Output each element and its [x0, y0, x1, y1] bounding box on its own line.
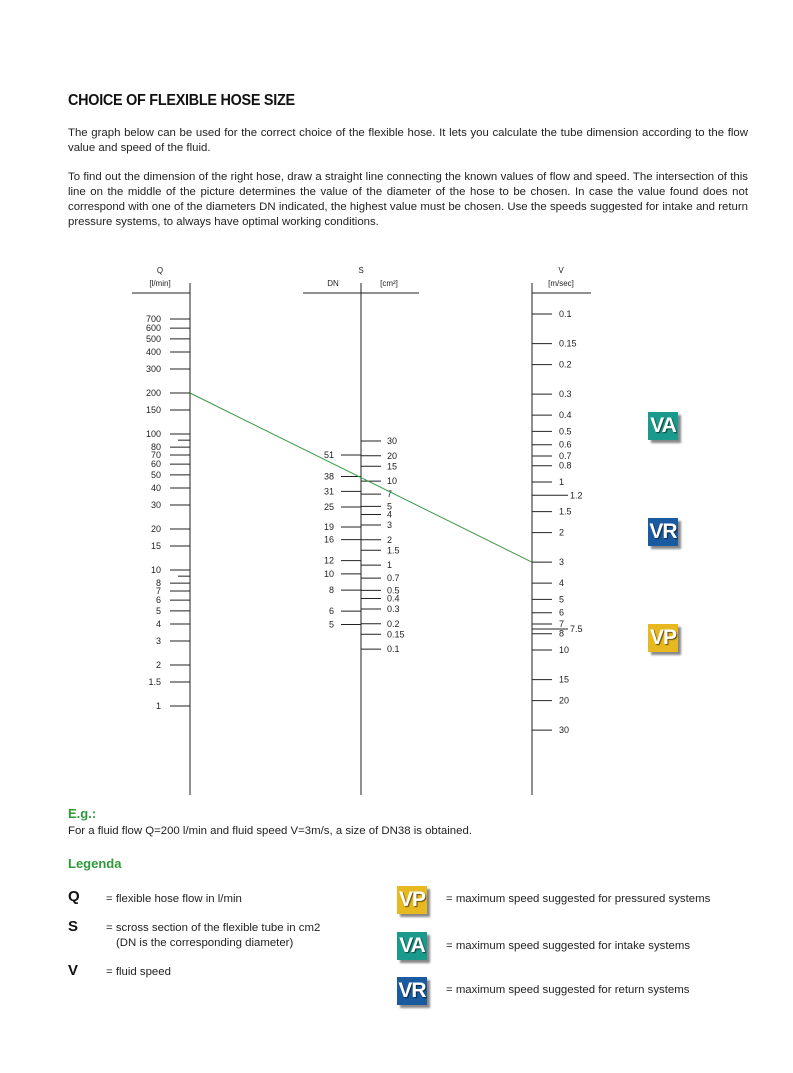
v-tick-label: 0.15 [559, 338, 577, 349]
s-dn-tick-label: 5 [328, 619, 334, 630]
legend-symbol-s: S [68, 918, 79, 935]
v-tick-label: 2 [559, 527, 565, 538]
vp-badge [648, 624, 678, 652]
vr-badge [648, 518, 678, 546]
s-area-tick-label: 0.3 [387, 604, 400, 614]
v-tick-label: 0.3 [559, 389, 572, 400]
v-tick-label: 0.4 [559, 410, 572, 421]
legend-va-badge [397, 932, 427, 960]
s-area-tick-label: 0.4 [387, 593, 400, 604]
q-tick-label: 60 [150, 459, 161, 470]
legend-desc-s-note: (DN is the corresponding diameter) [116, 937, 294, 949]
q-tick-label: 150 [145, 404, 161, 415]
v-tick-label: 30 [559, 725, 570, 736]
q-tick-label: 7 [155, 586, 161, 597]
legend-vr-desc: = maximum speed suggested for return systems [446, 984, 690, 996]
legend-desc-s: = scross section of the flexible tube in cm2 [106, 922, 321, 934]
s-area-tick-label: 0.1 [387, 644, 400, 655]
legend-vr-badge [397, 977, 427, 1005]
legend-title: Legenda [68, 856, 122, 871]
s-area-tick-label: 2 [387, 534, 393, 545]
q-tick-label: 700 [145, 314, 161, 325]
s-area-tick-label: 0.7 [387, 573, 400, 584]
q-tick-label: 40 [150, 483, 161, 494]
legend-desc-v: = fluid speed [106, 966, 171, 978]
q-tick-label: 15 [150, 540, 161, 551]
s-area-tick-label: 1.5 [387, 545, 400, 556]
vp-badge-label: VP [648, 624, 678, 652]
s-area-tick-label: 4 [387, 509, 393, 520]
v-tick-label: 0.8 [559, 460, 572, 471]
s-dn-tick-label: 19 [323, 522, 334, 533]
q-tick-label: 1 [155, 700, 161, 711]
s-area-tick-label: 15 [387, 461, 398, 472]
s-dn-tick-label: 16 [323, 534, 334, 545]
v-tick-label: 3 [559, 557, 565, 568]
s-dn-tick-label: 10 [323, 568, 334, 579]
s-area-tick-label: 0.15 [387, 629, 405, 640]
legend-vp-badge [397, 886, 427, 914]
v-axis-unit: [m/sec] [548, 279, 574, 288]
q-tick-label: 400 [145, 347, 161, 358]
q-tick-label: 600 [145, 323, 161, 334]
s-area-tick-label: 3 [387, 520, 393, 530]
v-tick-label: 15 [559, 674, 570, 685]
v-tick-label: 20 [559, 695, 570, 706]
v-axis-title: V [558, 266, 564, 275]
s-axis-title: S [358, 266, 364, 275]
v-tick-label: 0.7 [559, 450, 572, 461]
s-area-tick-label: 0.5 [387, 585, 400, 596]
q-tick-label: 70 [150, 450, 161, 461]
v-tick-label: 0.6 [559, 439, 572, 450]
v-tick-label: 8 [559, 628, 565, 639]
va-badge [648, 412, 678, 440]
instructions-paragraph: To find out the dimension of the right hose, draw a straight line connecting the known values of flow and speed. The intersection of this line on the middle of the picture determines the value of the diameter of the hose to be chosen. In case the value found does not correspond with one of the diameters DN indicated, the highest value must be chosen. Use the speeds suggested for intake and return pressure systems, to always have optimal working conditions. [68, 171, 748, 228]
q-tick-label: 100 [145, 428, 161, 439]
q-axis-unit: [l/min] [149, 279, 171, 288]
example-text: For a fluid flow Q=200 l/min and fluid speed V=3m/s, a size of DN38 is obtained. [68, 825, 472, 837]
s-dn-tick-label: 12 [323, 555, 334, 566]
s-dn-tick-label: 31 [323, 486, 334, 497]
q-tick-label: 10 [150, 564, 161, 575]
vr-badge-label: VR [648, 518, 678, 546]
s-area-tick-label: 1 [387, 560, 393, 571]
v-tick-label: 6 [559, 607, 565, 618]
s-area-tick-label: 5 [387, 501, 393, 512]
intro-paragraph: The graph below can be used for the correct choice of the flexible hose. It lets you calculate the tube dimension according to the flow value and speed of the fluid. [68, 127, 748, 154]
s-area-tick-label: 10 [387, 476, 398, 487]
q-tick-label: 8 [155, 578, 161, 589]
q-tick-label: 20 [150, 524, 161, 534]
v-tick-label: 7 [559, 618, 565, 629]
s-axis-unit: [cm²] [380, 279, 398, 288]
q-tick-label: 30 [150, 500, 161, 511]
s-area-tick-label: 30 [387, 436, 398, 446]
example-title: E.g.: [68, 806, 97, 821]
s-dn-tick-label: 51 [323, 450, 334, 461]
q-tick-label: 6 [155, 595, 161, 606]
q-tick-label: 4 [155, 619, 161, 630]
v-tick-label: 5 [559, 594, 565, 605]
v-tick-label: 4 [559, 578, 565, 589]
legend-desc-q: = flexible hose flow in l/min [106, 893, 242, 905]
v-tick-label: 0.2 [559, 359, 572, 370]
q-tick-label: 80 [150, 442, 161, 453]
legend-va-badge-label: VA [397, 932, 427, 960]
legend-vp-badge-label: VP [397, 886, 427, 914]
v-tick-label: 1.5 [559, 506, 572, 517]
legend-symbol-v: V [68, 962, 79, 979]
q-tick-label: 2 [155, 660, 161, 670]
v-tick-label: 1.2 [570, 490, 583, 501]
legend-vr-badge-label: VR [397, 977, 427, 1005]
s-dn-tick-label: 6 [328, 606, 334, 617]
v-tick-label: 0.1 [559, 309, 572, 319]
s-area-tick-label: 20 [387, 450, 398, 461]
q-tick-label: 5 [155, 605, 161, 616]
q-tick-label: 1.5 [148, 676, 161, 687]
s-area-tick-label: 7 [387, 489, 393, 500]
page-title: CHOICE OF FLEXIBLE HOSE SIZE [68, 92, 295, 109]
q-tick-label: 50 [150, 469, 161, 480]
v-tick-label: 0.5 [559, 426, 572, 437]
v-tick-label: 1 [559, 477, 565, 487]
s-axis-dn-label: DN [327, 279, 339, 288]
q-axis-title: Q [156, 266, 164, 275]
q-tick-label: 300 [145, 364, 161, 375]
v-tick-label: 7.5 [570, 624, 583, 635]
s-area-tick-label: 0.2 [387, 618, 400, 629]
legend-vp-desc: = maximum speed suggested for pressured systems [446, 893, 711, 905]
q-tick-label: 3 [155, 636, 161, 647]
v-tick-label: 10 [559, 645, 570, 655]
legend-symbol-q: Q [68, 888, 80, 905]
q-tick-label: 200 [145, 388, 161, 398]
s-dn-tick-label: 8 [328, 585, 334, 596]
q-tick-label: 500 [145, 333, 161, 344]
s-dn-tick-label: 25 [323, 502, 334, 513]
va-badge-label: VA [648, 412, 678, 440]
s-dn-tick-label: 38 [323, 471, 334, 482]
legend-va-desc: = maximum speed suggested for intake systems [446, 940, 691, 952]
